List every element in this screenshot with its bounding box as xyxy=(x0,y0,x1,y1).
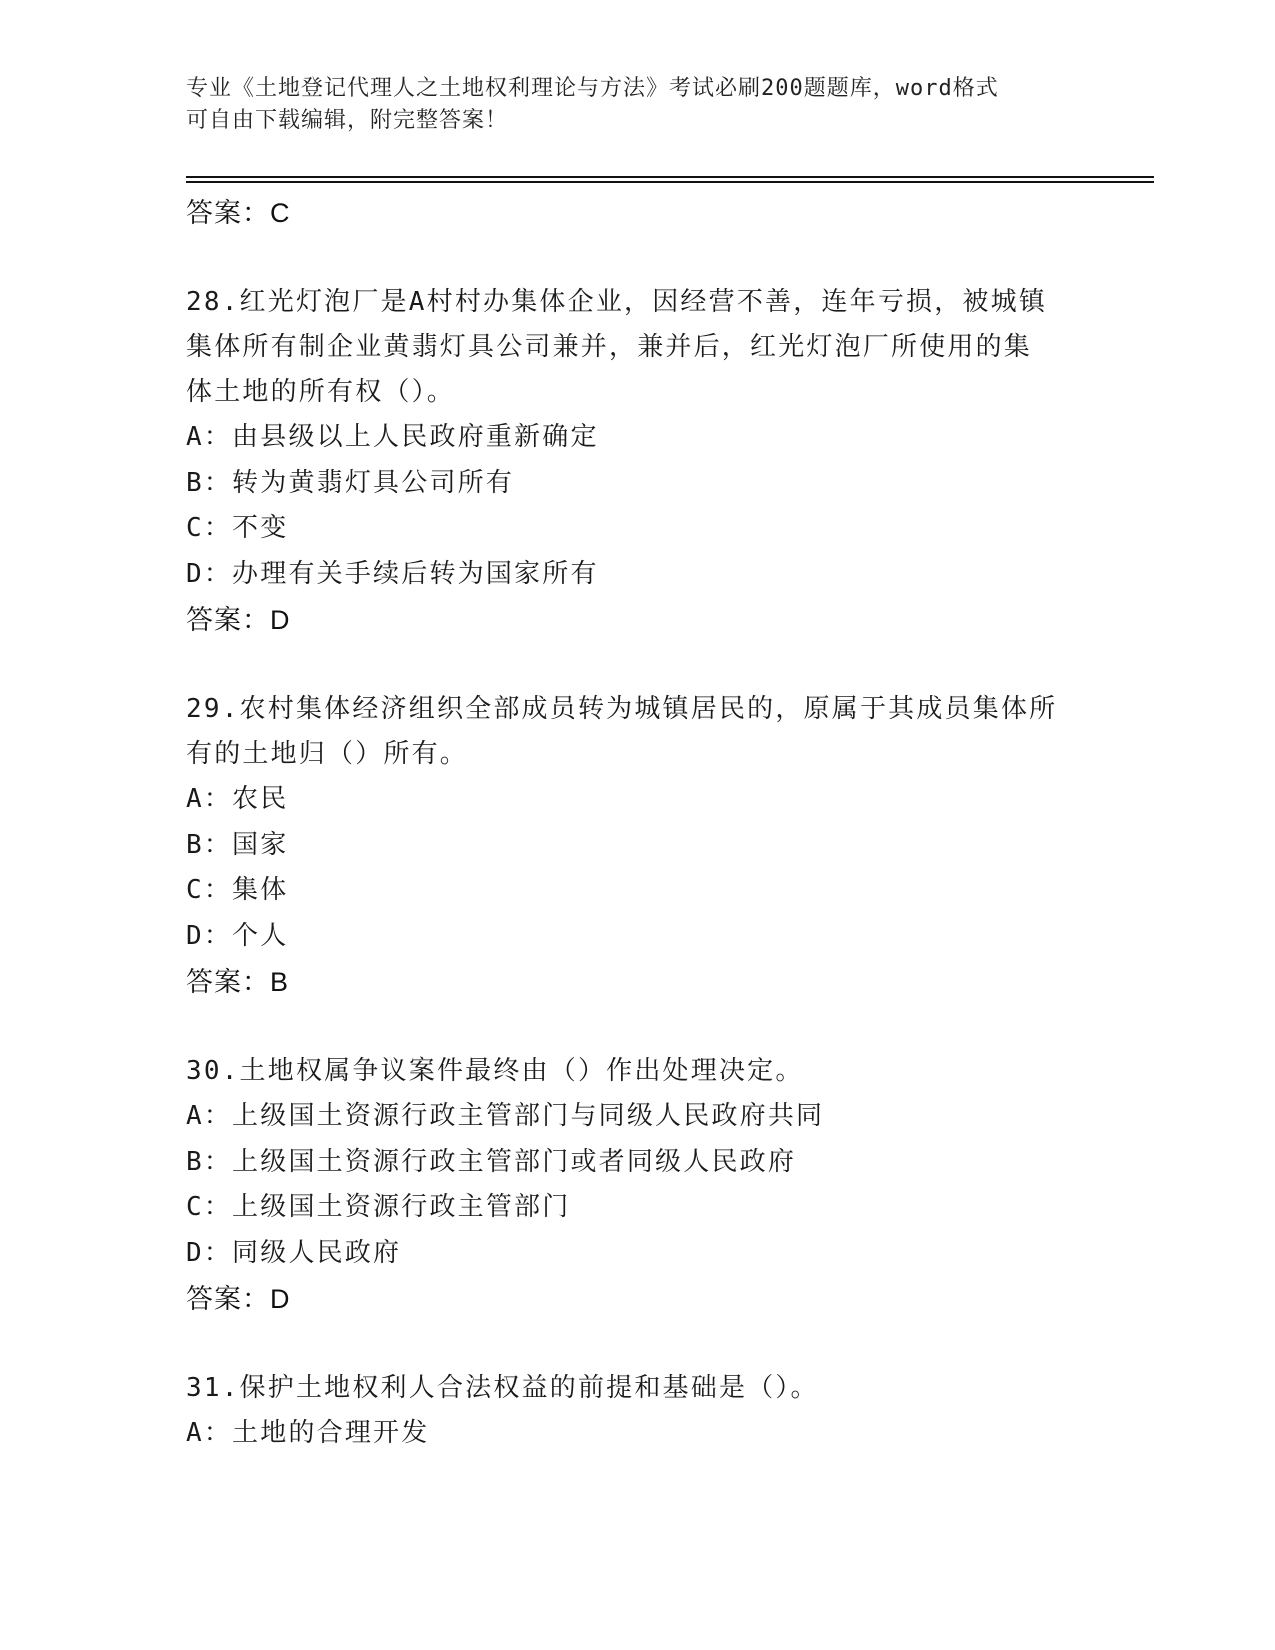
spacer xyxy=(186,236,1086,280)
header-line-2: 可自由下载编辑，附完整答案！ xyxy=(186,108,509,133)
question-list xyxy=(186,190,1086,1457)
question-30 xyxy=(186,1049,1086,1322)
question-text-line: 体土地的所有权（）。 xyxy=(186,377,456,407)
spacer xyxy=(186,1322,1086,1366)
option-d: D：同级人民政府 xyxy=(186,1237,402,1268)
option-a: A：农民 xyxy=(186,784,289,814)
spacer xyxy=(186,1005,1086,1049)
option-d: D：办理有关手续后转为国家所有 xyxy=(186,558,599,589)
spacer xyxy=(186,643,1086,687)
question-28 xyxy=(186,280,1086,643)
header-rule-bottom xyxy=(186,181,1154,183)
question-31 xyxy=(186,1366,1086,1457)
page-header xyxy=(186,73,1086,137)
answer: 答案：D xyxy=(186,605,291,635)
option-c: C：集体 xyxy=(186,875,289,905)
option-b: B：国家 xyxy=(186,829,289,860)
option-a: A：土地的合理开发 xyxy=(186,1418,430,1448)
question-29 xyxy=(186,687,1086,1005)
option-a: A：上级国土资源行政主管部门与同级人民政府共同 xyxy=(186,1101,825,1131)
question-text-line: 30.土地权属争议案件最终由（）作出处理决定。 xyxy=(186,1056,804,1086)
answer: 答案：D xyxy=(186,1284,291,1314)
previous-answer: 答案：C xyxy=(186,198,291,228)
option-b: B：上级国土资源行政主管部门或者同级人民政府 xyxy=(186,1146,797,1177)
option-c: C：不变 xyxy=(186,513,289,543)
option-b: B：转为黄翡灯具公司所有 xyxy=(186,467,515,498)
option-a: A：由县级以上人民政府重新确定 xyxy=(186,422,599,452)
option-c: C：上级国土资源行政主管部门 xyxy=(186,1192,571,1222)
answer: 答案：B xyxy=(186,967,290,997)
question-text-line: 28.红光灯泡厂是A村村办集体企业，因经营不善，连年亏损，被城镇 xyxy=(186,287,1048,317)
header-line-1: 专业《土地登记代理人之土地权利理论与方法》考试必刷200题题库，word格式 xyxy=(186,76,999,101)
header-rule-top xyxy=(186,176,1154,178)
question-text-line: 31.保护土地权利人合法权益的前提和基础是（）。 xyxy=(186,1373,819,1403)
question-text-line: 有的土地归（）所有。 xyxy=(186,739,469,769)
question-text-line: 集体所有制企业黄翡灯具公司兼并，兼并后，红光灯泡厂所使用的集 xyxy=(186,332,1033,362)
question-text-line: 29.农村集体经济组织全部成员转为城镇居民的，原属于其成员集体所 xyxy=(186,694,1058,724)
option-d: D：个人 xyxy=(186,920,289,951)
